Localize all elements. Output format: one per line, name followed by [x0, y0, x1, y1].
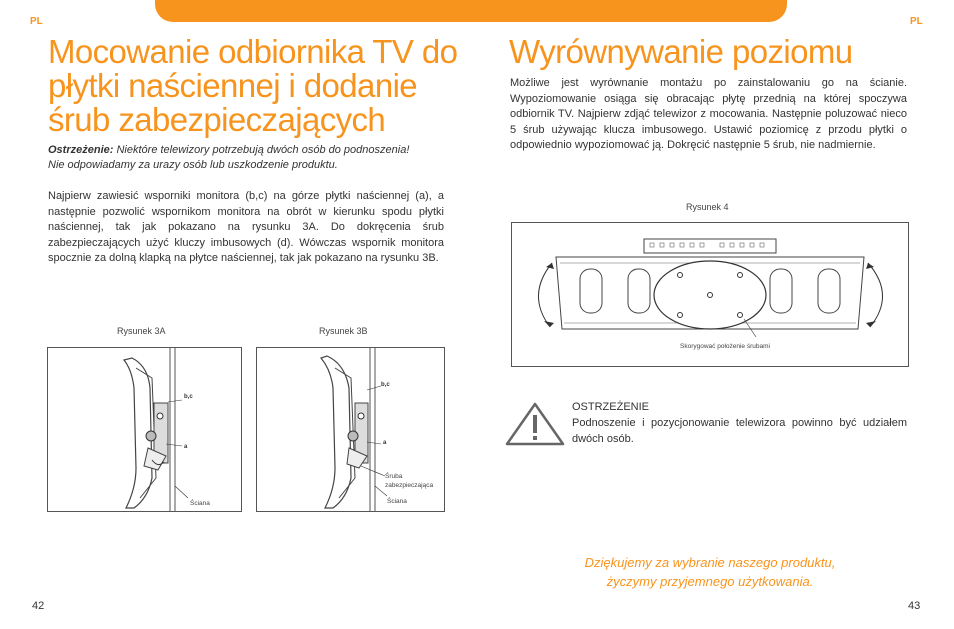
fig3a-caption: Rysunek 3A — [117, 326, 166, 336]
right-title: Wyrównywanie poziomu — [509, 33, 853, 70]
fig3b-label-screw-2: zabezpieczająca — [385, 482, 434, 489]
left-title-line-1: Mocowanie odbiornika TV do — [48, 33, 458, 70]
figure-3a — [47, 347, 242, 512]
fig4-caption: Rysunek 4 — [686, 202, 729, 212]
fig3b-caption: Rysunek 3B — [319, 326, 368, 336]
left-warning-line-2: Nie odpowiadamy za urazy osób lub uszkodzenie produktu. — [48, 159, 338, 171]
fig3a-label-wall: Ściana — [190, 500, 210, 507]
fig4-label: Skorygować położenie śrubami — [680, 343, 770, 350]
fig3b-label-wall: Ściana — [387, 498, 407, 505]
warning-line-1-rest: Niektóre telewizory potrzebują dwóch osób do podnoszenia! — [113, 144, 410, 156]
warning-label: Ostrzeżenie: — [48, 144, 114, 156]
fig3b-label-bc: b,c — [381, 382, 390, 388]
figure-3a-drawing — [48, 348, 241, 511]
lang-label-right: PL — [910, 16, 923, 27]
right-body-text: Możliwe jest wyrównanie montażu po zainstalowaniu go na ścianie. Wypoziomowanie osiąga się obracając płytę przednią na której spoczywa odbiornik TV. Najpierw zdjąć telewizor z mocowania. Następnie poluzować nieco 5 śrub używając klucza imbusowego. Ustawić poziomicę z przodu płytki o odpowiednio wypoziomować ją. Dokręcić następnie 5 śrub, nie nadmiernie. — [510, 77, 907, 151]
left-body-text: Najpierw zawiesić wsporniki monitora (b,c) na górze płytki naściennej (a), a następnie pozwolić wspornikom monitora na obrót w kierunku spodu płytki naściennej, tak jak pokazano na rysunku 3A. Do dokręcenia śrub zabezpieczających użyć kluczy imbusowych (d). Wówczas wspornik monitora spocznie za dolną klapką na płytce naściennej, tak jak pokazano na rysunku 3B. — [48, 190, 444, 264]
page-number-right: 43 — [908, 600, 921, 612]
warning-title: OSTRZEŻENIE — [572, 401, 650, 413]
fig3b-label-a: a — [383, 440, 387, 446]
figure-3b — [256, 347, 445, 512]
warning-triangle-icon — [505, 402, 565, 446]
fig3a-label-a: a — [184, 444, 188, 450]
warning-text: Podnoszenie i pozycjonowanie telewizora powinno być udziałem dwóch osób. — [572, 417, 907, 445]
fig3b-label-screw-1: Śruba — [385, 473, 403, 480]
thanks-message — [525, 553, 895, 591]
header-tab — [155, 0, 787, 22]
page-number-left: 42 — [32, 600, 45, 612]
thanks-line-1: Dziękujemy za wybranie naszego produktu, — [584, 555, 836, 570]
left-title-line-3: śrub zabezpieczających — [48, 101, 386, 138]
left-title-line-2: płytki naściennej i dodanie — [48, 67, 418, 104]
left-warning-line-1 — [48, 143, 409, 159]
fig3a-label-bc: b,c — [184, 394, 193, 400]
lang-label-left: PL — [30, 16, 43, 27]
figure-4 — [511, 222, 909, 367]
thanks-line-2: życzymy przyjemnego użytkowania. — [606, 574, 814, 589]
